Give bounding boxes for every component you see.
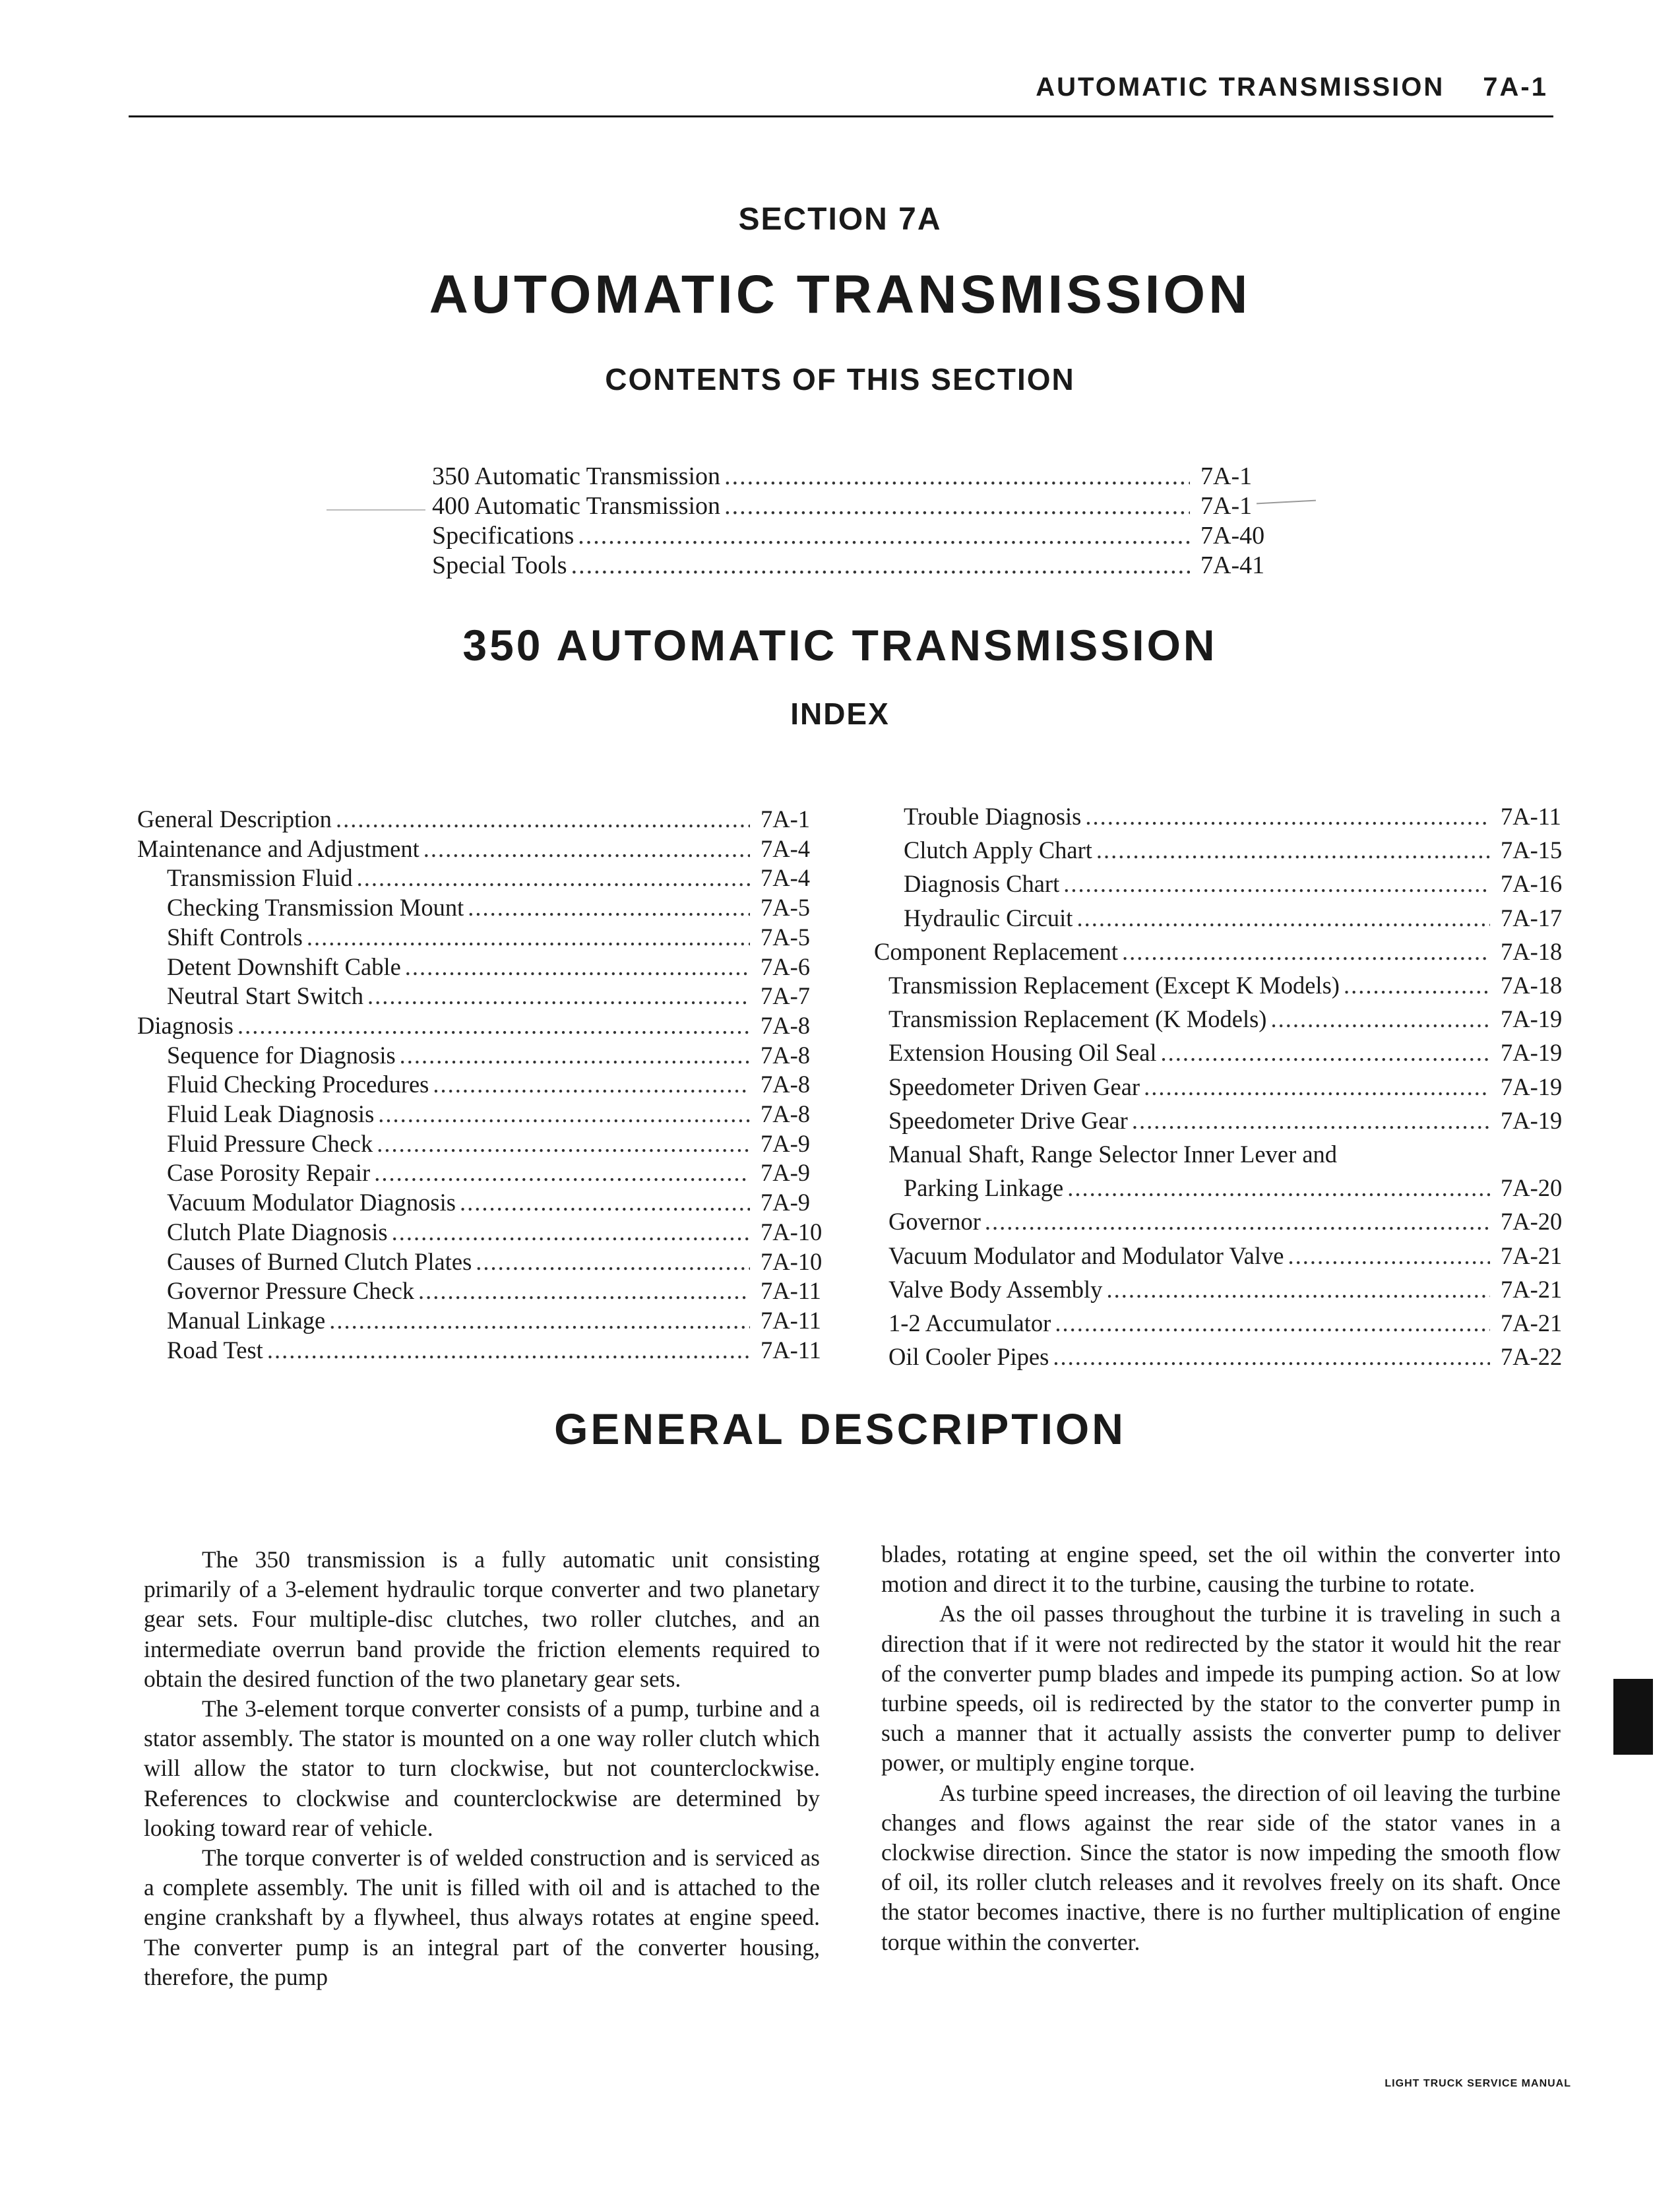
section-title: AUTOMATIC TRANSMISSION — [429, 265, 1251, 325]
index-entry: Transmission Fluid ..... 7A-4 — [137, 864, 826, 893]
index-entry: Component Replacement ..... 7A-18 — [874, 935, 1567, 968]
paragraph: As the oil passes throughout the turbine it is traveling in such a direction that if it were not redirected by the stator it would hit the rear of the converter pump blades and impede its pumping action. So at low turbine speeds, oil is redirected by the stator to the converter pump in such a manner that it actually assists the converter pump to deliver power, or multiply engine torque. — [881, 1600, 1561, 1776]
index-entry: Fluid Pressure Check ..... 7A-9 — [137, 1129, 826, 1159]
running-header-page: 7A-1 — [1483, 73, 1548, 102]
contents-item: Special Tools ..... 7A-41 — [432, 551, 1266, 581]
index-entry: Causes of Burned Clutch Plates ..... 7A-10 — [137, 1247, 826, 1277]
subsection-title: 350 AUTOMATIC TRANSMISSION — [462, 621, 1218, 670]
index-entry: Valve Body Assembly ..... 7A-21 — [874, 1273, 1567, 1306]
index-entry: Diagnosis Chart ..... 7A-16 — [874, 867, 1567, 900]
index-entry: Manual Shaft, Range Selector Inner Lever and — [888, 1141, 1338, 1168]
body-left-column — [144, 1545, 820, 1992]
index-entry: Neutral Start Switch ..... 7A-7 — [137, 982, 826, 1011]
contents-item: 400 Automatic Transmission ..... 7A-1 — [432, 491, 1266, 521]
contents-item: Specifications ..... 7A-40 — [432, 521, 1266, 551]
contents-list — [432, 462, 1266, 581]
index-entry: Diagnosis ..... 7A-8 — [137, 1011, 826, 1041]
contents-item: 350 Automatic Transmission ..... 7A-1 — [432, 462, 1266, 491]
index-entry: Shift Controls ..... 7A-5 — [137, 923, 826, 953]
index-entry: Transmission Replacement (K Models) ..... 7A-19 — [874, 1002, 1567, 1036]
index-entry: Trouble Diagnosis ..... 7A-11 — [874, 800, 1567, 833]
section-label: SECTION 7A — [738, 202, 942, 237]
running-header-title: AUTOMATIC TRANSMISSION — [1036, 73, 1445, 102]
index-entry: General Description ..... 7A-1 — [137, 805, 826, 834]
index-entry: Speedometer Driven Gear ..... 7A-19 — [874, 1070, 1567, 1104]
index-entry: Sequence for Diagnosis ..... 7A-8 — [137, 1041, 826, 1071]
contents-title: CONTENTS OF THIS SECTION — [605, 362, 1075, 396]
index-entry: Checking Transmission Mount ..... 7A-5 — [137, 893, 826, 923]
index-entry: Manual Linkage ..... 7A-11 — [137, 1306, 826, 1336]
scan-mark — [327, 509, 425, 511]
index-entry: 1-2 Accumulator ..... 7A-21 — [874, 1306, 1567, 1340]
index-entry: Oil Cooler Pipes ..... 7A-22 — [874, 1340, 1567, 1373]
index-entry: Hydraulic Circuit ..... 7A-17 — [874, 901, 1567, 935]
footer-note: LIGHT TRUCK SERVICE MANUAL — [1384, 2078, 1571, 2089]
index-entry: Parking Linkage ..... 7A-20 — [874, 1171, 1567, 1205]
paragraph: blades, rotating at engine speed, set the oil within the converter into motion and direct it to the turbine, causing the turbine to rotate. — [881, 1541, 1561, 1598]
index-entry: Transmission Replacement (Except K Models) ..... 7A-18 — [874, 968, 1567, 1002]
header-rule — [129, 115, 1553, 117]
index-left-column — [137, 805, 826, 1365]
paragraph: The 350 transmission is a fully automatic unit consisting primarily of a 3-element hydraulic torque converter and two planetary gear sets. Four multiple-disc clutches, two roller clutches, and an intermediate overrun band provide the friction elements required to obtain the desired function of the two planetary gear sets. — [144, 1546, 820, 1692]
index-entry: Governor Pressure Check ..... 7A-11 — [137, 1276, 826, 1306]
index-entry: Fluid Leak Diagnosis ..... 7A-8 — [137, 1100, 826, 1129]
running-header — [1036, 73, 1548, 102]
index-right-column — [874, 800, 1567, 1373]
paragraph: The 3-element torque converter consists of a pump, turbine and a stator assembly. The stator is mounted on a one way roller clutch which will allow the stator to turn clockwise, but not counterclockwise. References to clockwise and counterclockwise are determined by looking toward rear of vehicle. — [144, 1695, 820, 1841]
index-title: INDEX — [790, 697, 890, 731]
index-entry: Speedometer Drive Gear ..... 7A-19 — [874, 1104, 1567, 1137]
index-entry: Governor ..... 7A-20 — [874, 1205, 1567, 1238]
index-entry: Vacuum Modulator and Modulator Valve ..... 7A-21 — [874, 1239, 1567, 1273]
index-entry: Case Porosity Repair ..... 7A-9 — [137, 1158, 826, 1188]
body-right-column — [881, 1540, 1561, 1957]
index-entry: Clutch Plate Diagnosis ..... 7A-10 — [137, 1218, 826, 1247]
paragraph: The torque converter is of welded construction and is serviced as a complete assembly. The unit is filled with oil and is attached to the engine crankshaft by a flywheel, thus always rotates at engine speed. The converter pump is an integral part of the converter housing, therefore, the pump — [144, 1844, 820, 1990]
index-entry: Fluid Checking Procedures ..... 7A-8 — [137, 1070, 826, 1100]
paragraph: As turbine speed increases, the direction of oil leaving the turbine changes and flows against the rear side of the stator vanes in a clockwise direction. Since the stator is now impeding the smooth flow of oil, its roller clutch releases and it revolves freely on its shaft. Once the stator becomes inactive, there is no further multiplication of engine torque within the converter. — [881, 1779, 1561, 1955]
general-description-title: GENERAL DESCRIPTION — [554, 1404, 1126, 1453]
index-entry: Vacuum Modulator Diagnosis ..... 7A-9 — [137, 1188, 826, 1218]
section-thumb-tab — [1613, 1679, 1653, 1755]
index-entry: Maintenance and Adjustment ..... 7A-4 — [137, 834, 826, 864]
index-entry: Clutch Apply Chart ..... 7A-15 — [874, 833, 1567, 867]
index-entry: Extension Housing Oil Seal ..... 7A-19 — [874, 1036, 1567, 1069]
index-entry: Road Test ..... 7A-11 — [137, 1336, 826, 1366]
index-entry: Detent Downshift Cable ..... 7A-6 — [137, 953, 826, 982]
